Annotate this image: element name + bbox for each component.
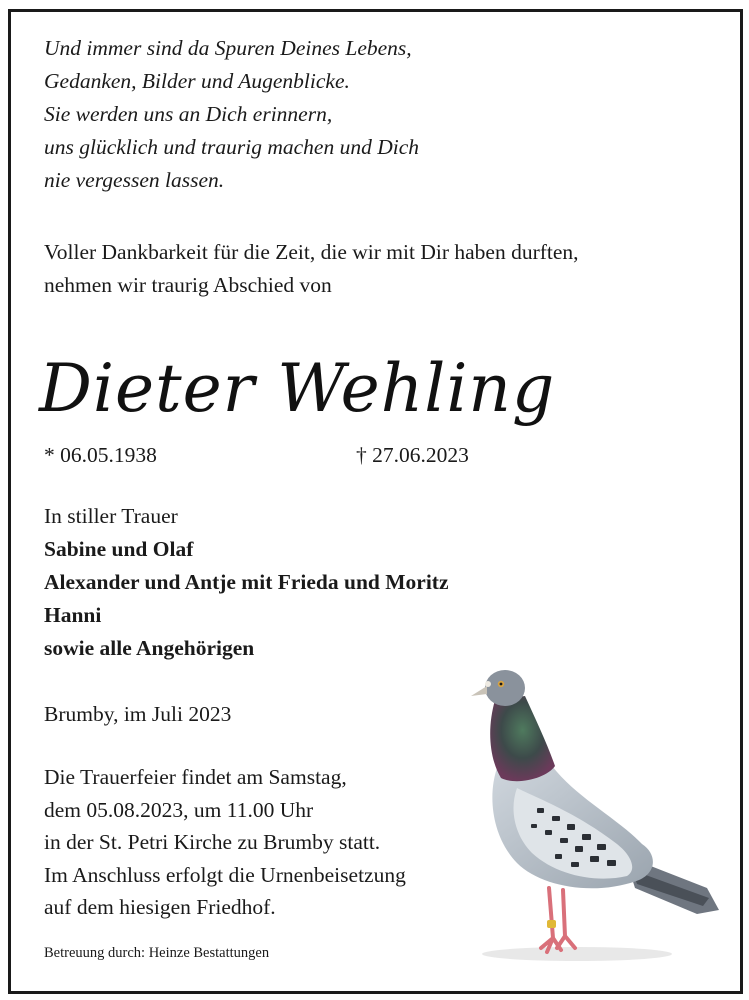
mourners-heading: In stiller Trauer <box>44 504 178 528</box>
service-line: auf dem hiesigen Friedhof. <box>44 895 276 920</box>
intro-line: Voller Dankbarkeit für die Zeit, die wir mit Dir haben durften, <box>44 240 579 264</box>
poem-line: uns glücklich und traurig machen und Dich <box>44 135 420 159</box>
deceased-name: Dieter Wehling <box>39 350 556 427</box>
obituary-card <box>8 9 743 994</box>
dove-icon <box>457 648 727 968</box>
service-line: Im Anschluss erfolgt die Urnenbeisetzung <box>44 862 406 887</box>
service-line: Die Trauerfeier findet am Samstag, <box>44 765 347 789</box>
birth-date: * 06.05.1938 <box>44 443 157 467</box>
poem <box>44 32 419 197</box>
mourner-name: sowie alle Angehörigen <box>44 636 255 660</box>
intro-text <box>44 236 579 302</box>
poem-line: Gedanken, Bilder und Augenblicke. <box>44 69 350 93</box>
poem-line: nie vergessen lassen. <box>44 168 225 192</box>
intro-line: nehmen wir traurig Abschied von <box>44 273 332 297</box>
service-info <box>44 761 406 924</box>
place-date: Brumby, im Juli 2023 <box>44 702 232 726</box>
death-date: † 27.06.2023 <box>356 443 469 467</box>
mourner-name: Sabine und Olaf <box>44 537 194 561</box>
poem-line: Sie werden uns an Dich erinnern, <box>44 102 333 126</box>
mourner-name: Alexander und Antje mit Frieda und Moritz <box>44 570 449 594</box>
service-line: in der St. Petri Kirche zu Brumby statt. <box>44 830 381 855</box>
mourners <box>44 500 449 665</box>
mourner-name: Hanni <box>44 603 102 627</box>
undertaker-note: Betreuung durch: Heinze Bestattungen <box>44 945 270 961</box>
poem-line: Und immer sind da Spuren Deines Lebens, <box>44 36 412 60</box>
service-line: dem 05.08.2023, um 11.00 Uhr <box>44 797 314 822</box>
